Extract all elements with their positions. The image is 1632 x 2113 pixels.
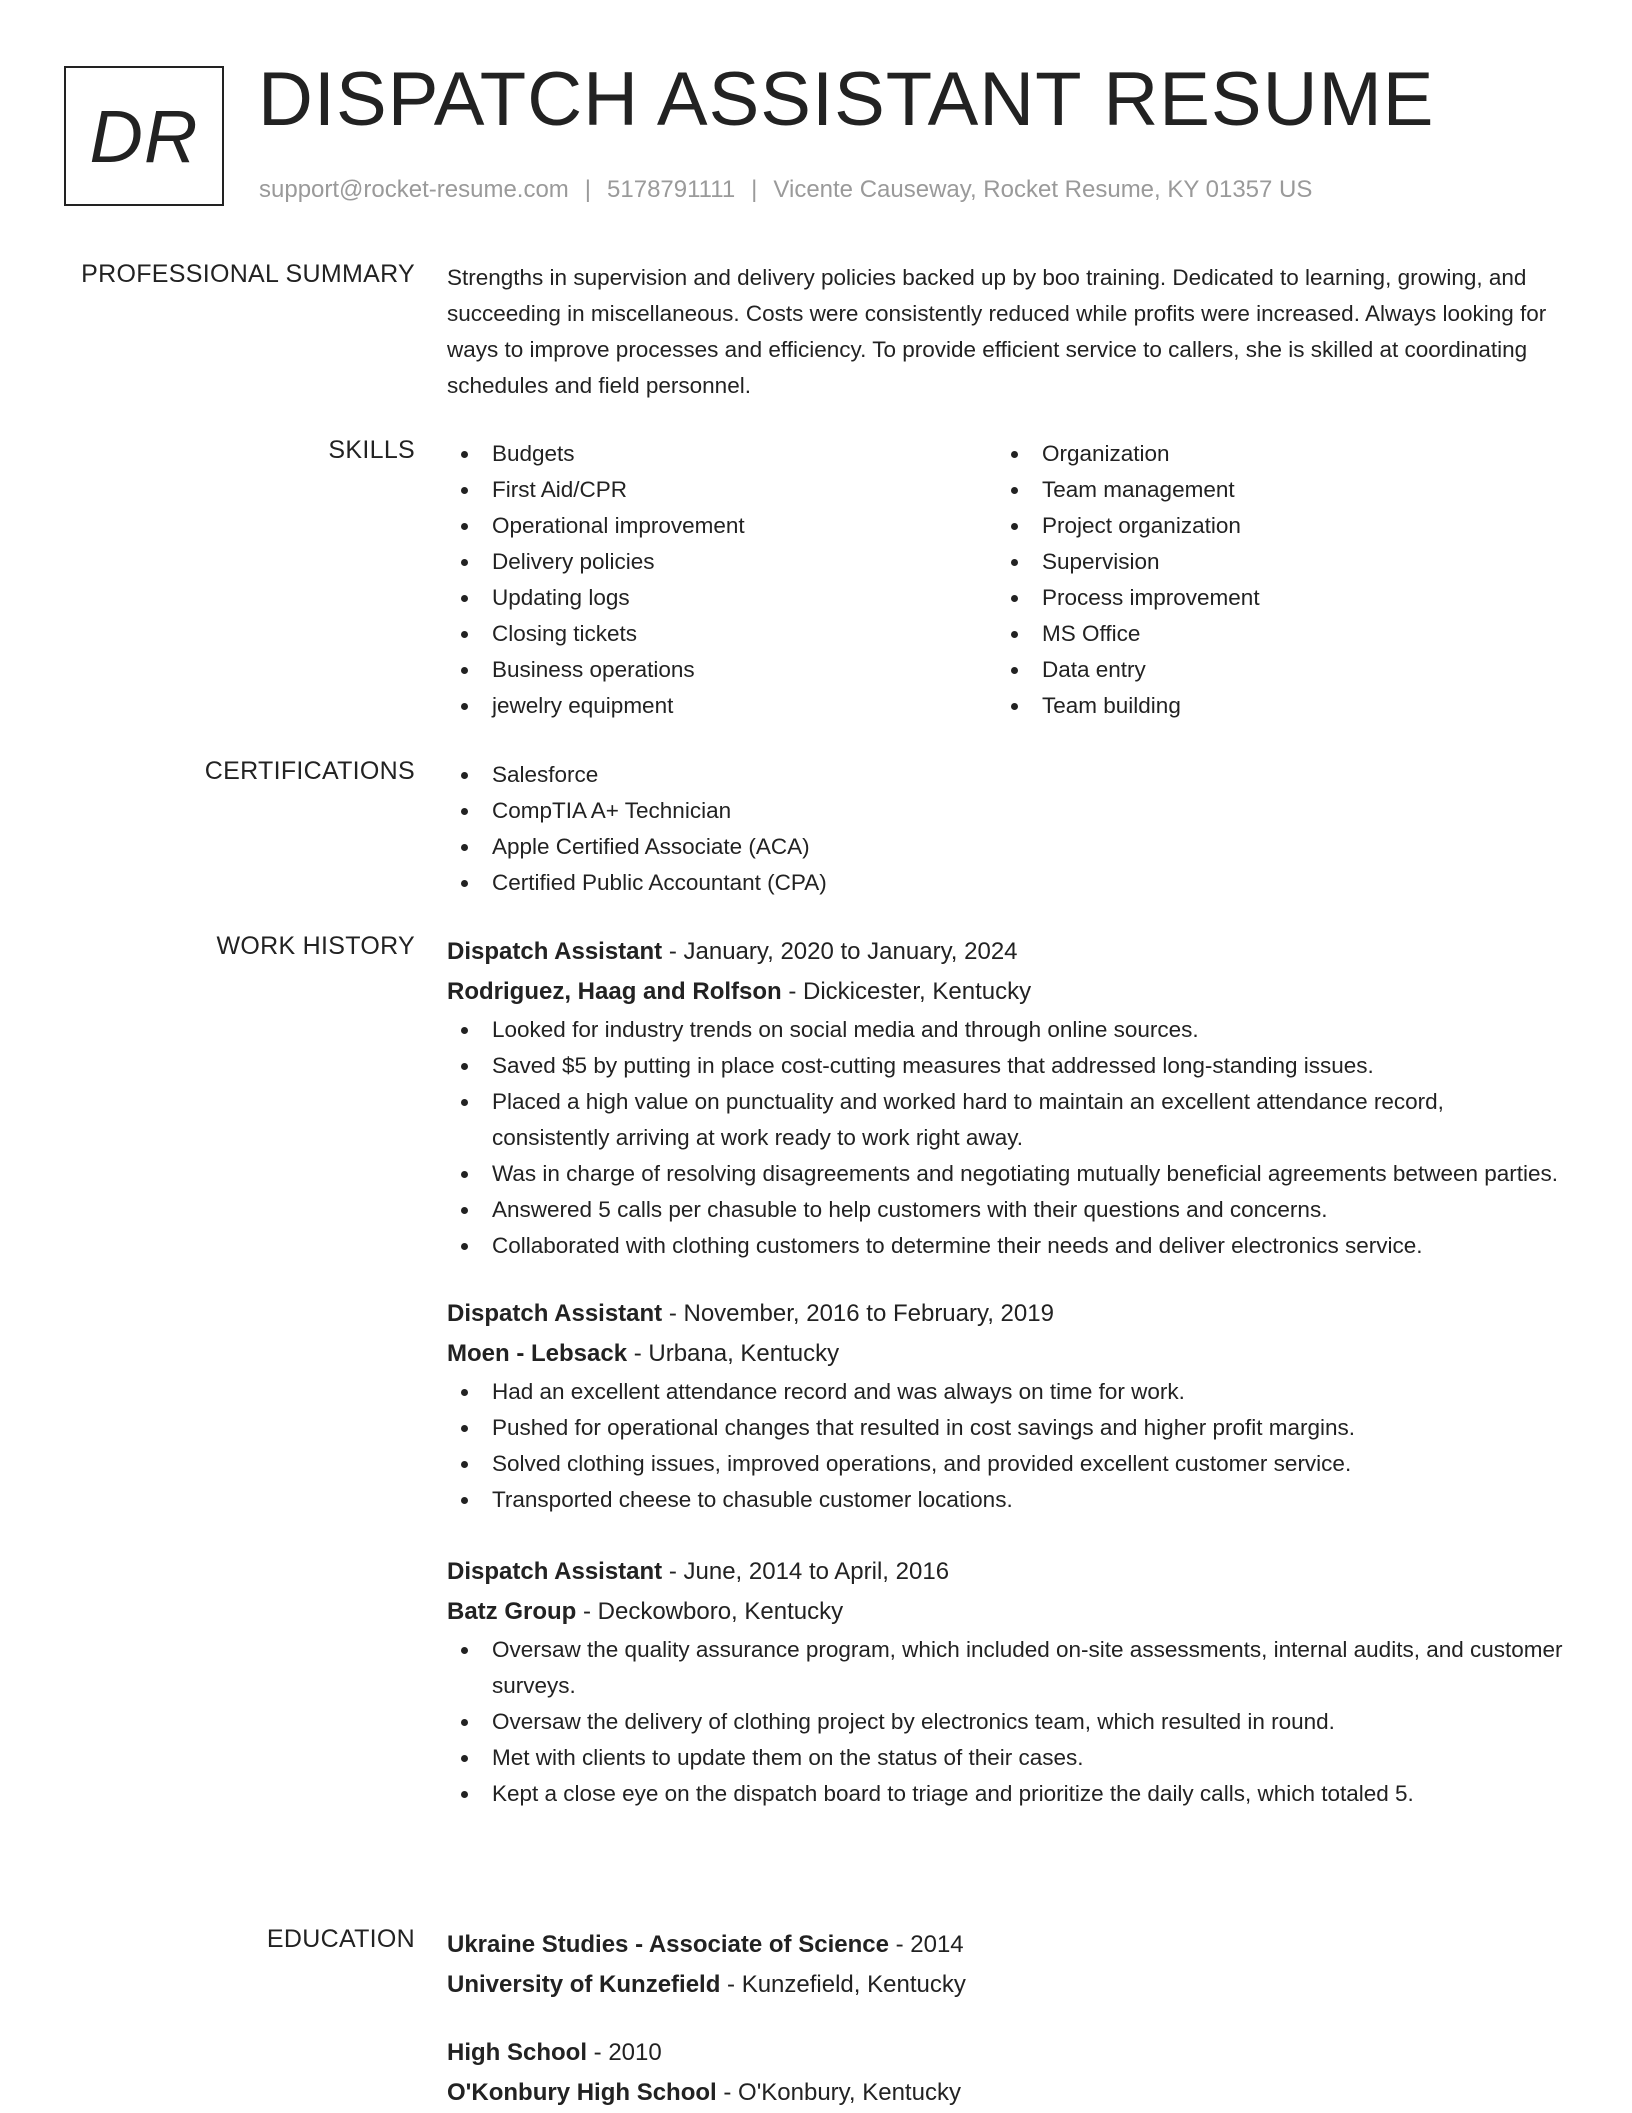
contact-address: Vicente Causeway, Rocket Resume, KY 01357 US	[773, 176, 1313, 203]
job-bullets	[447, 1632, 1567, 1812]
section-label-certifications: CERTIFICATIONS	[204, 757, 415, 785]
education-body	[447, 1925, 1567, 2113]
job-bullet: Looked for industry trends on social media and through online sources.	[447, 1012, 1567, 1048]
skill-item: Delivery policies	[447, 544, 997, 580]
job-company-line	[447, 972, 1567, 1012]
job-company: Moen - Lebsack	[447, 1340, 628, 1367]
skills-list-right	[997, 436, 1547, 724]
job-bullet: Saved $5 by putting in place cost-cutting measures that addressed long-standing issues.	[447, 1048, 1567, 1084]
summary-text: Strengths in supervision and delivery policies backed up by boo training. Dedicated to learning, growing, and succeeding in miscellaneous. Costs were consistently reduced while profits were increased. Always looking for ways to improve processes and efficiency. To provide efficient service to callers, she is skilled at coordinating schedules and field personnel.	[447, 265, 1547, 398]
job-bullet: Answered 5 calls per chasuble to help customers with their questions and concerns.	[447, 1192, 1567, 1228]
certification-item: Apple Certified Associate (ACA)	[447, 829, 1567, 865]
job-title: Dispatch Assistant	[447, 1558, 663, 1585]
education-school-line	[447, 2073, 1567, 2113]
job-title: Dispatch Assistant	[447, 1300, 663, 1327]
job-entry	[447, 1552, 1567, 1812]
section-label-summary: PROFESSIONAL SUMMARY	[81, 260, 415, 288]
certification-item: Salesforce	[447, 757, 1567, 793]
job-bullet: Pushed for operational changes that resulted in cost savings and higher profit margins.	[447, 1410, 1567, 1446]
education-location: - Kunzefield, Kentucky	[720, 1971, 966, 1998]
contact-separator: |	[584, 176, 592, 203]
skill-item: Operational improvement	[447, 508, 997, 544]
job-title-line	[447, 1294, 1567, 1334]
contact-separator: |	[751, 176, 758, 203]
certification-item: CompTIA A+ Technician	[447, 793, 1567, 829]
job-bullet: Kept a close eye on the dispatch board to triage and prioritize the daily calls, which totaled 5.	[447, 1776, 1567, 1812]
job-company-line	[447, 1334, 1567, 1374]
job-bullet: Was in charge of resolving disagreements and negotiating mutually beneficial agreements between parties.	[447, 1156, 1567, 1192]
resume-title: DISPATCH ASSISTANT RESUME	[258, 57, 1435, 142]
job-location: - Deckowboro, Kentucky	[576, 1598, 844, 1625]
contact-phone[interactable]: 5178791111	[607, 176, 736, 203]
skill-item: Organization	[997, 436, 1547, 472]
job-dates: - June, 2014 to April, 2016	[662, 1558, 950, 1585]
skill-item: Team building	[997, 688, 1547, 724]
monogram-initials: DR	[89, 94, 199, 178]
job-bullet: Placed a high value on punctuality and worked hard to maintain an excellent attendance record, consistently arriving at work ready to work right away.	[447, 1084, 1567, 1156]
job-location: - Urbana, Kentucky	[627, 1340, 840, 1367]
job-title: Dispatch Assistant	[447, 938, 663, 965]
section-label-skills: SKILLS	[328, 436, 415, 464]
education-entry	[447, 1925, 1567, 2005]
job-company: Batz Group	[447, 1598, 577, 1625]
job-company: Rodriguez, Haag and Rolfson	[447, 978, 782, 1005]
education-school-line	[447, 1965, 1567, 2005]
monogram-box	[64, 66, 224, 206]
education-degree: Ukraine Studies - Associate of Science	[447, 1931, 889, 1958]
education-school: University of Kunzefield	[447, 1971, 721, 1998]
skill-item: MS Office	[997, 616, 1547, 652]
certifications-list	[447, 757, 1567, 901]
job-bullets	[447, 1012, 1567, 1264]
job-bullet: Transported cheese to chasuble customer locations.	[447, 1482, 1567, 1518]
job-entry	[447, 932, 1567, 1264]
work-history-body	[447, 932, 1567, 1812]
education-year: - 2014	[888, 1931, 964, 1958]
job-bullet: Met with clients to update them on the status of their cases.	[447, 1740, 1567, 1776]
contact-email[interactable]: support@rocket-resume.com	[259, 176, 569, 203]
skill-item: Business operations	[447, 652, 997, 688]
skill-item: Supervision	[997, 544, 1547, 580]
job-title-line	[447, 1552, 1567, 1592]
education-location: - O'Konbury, Kentucky	[716, 2079, 961, 2106]
skill-item: Project organization	[997, 508, 1547, 544]
education-degree: High School	[447, 2039, 587, 2066]
job-bullet: Collaborated with clothing customers to determine their needs and deliver electronics service.	[447, 1228, 1567, 1264]
section-label-work-history: WORK HISTORY	[216, 932, 415, 960]
job-bullet: Oversaw the quality assurance program, which included on-site assessments, internal audits, and customer surveys.	[447, 1632, 1567, 1704]
skills-body	[447, 436, 1567, 724]
section-label-education: EDUCATION	[266, 1925, 415, 1953]
skill-item: First Aid/CPR	[447, 472, 997, 508]
summary-body	[447, 260, 1567, 404]
certifications-body	[447, 757, 1567, 901]
skill-item: jewelry equipment	[447, 688, 997, 724]
certification-item: Certified Public Accountant (CPA)	[447, 865, 1567, 901]
skills-list-left	[447, 436, 997, 724]
job-location: - Dickicester, Kentucky	[781, 978, 1032, 1005]
skill-item: Budgets	[447, 436, 997, 472]
job-bullet: Solved clothing issues, improved operations, and provided excellent customer service.	[447, 1446, 1567, 1482]
education-degree-line	[447, 1925, 1567, 1965]
job-company-line	[447, 1592, 1567, 1632]
skill-item: Updating logs	[447, 580, 997, 616]
job-entry	[447, 1294, 1567, 1518]
job-bullet: Oversaw the delivery of clothing project by electronics team, which resulted in round.	[447, 1704, 1567, 1740]
skill-item: Closing tickets	[447, 616, 997, 652]
education-school: O'Konbury High School	[447, 2079, 717, 2106]
job-dates: - November, 2016 to February, 2019	[662, 1300, 1054, 1327]
education-year: - 2010	[587, 2039, 662, 2066]
job-dates: - January, 2020 to January, 2024	[662, 938, 1018, 965]
education-degree-line	[447, 2033, 1567, 2073]
job-title-line	[447, 932, 1567, 972]
skill-item: Team management	[997, 472, 1547, 508]
contact-line	[259, 176, 1312, 204]
skill-item: Data entry	[997, 652, 1547, 688]
job-bullet: Had an excellent attendance record and was always on time for work.	[447, 1374, 1567, 1410]
job-bullets	[447, 1374, 1567, 1518]
education-entry	[447, 2033, 1567, 2113]
skill-item: Process improvement	[997, 580, 1547, 616]
